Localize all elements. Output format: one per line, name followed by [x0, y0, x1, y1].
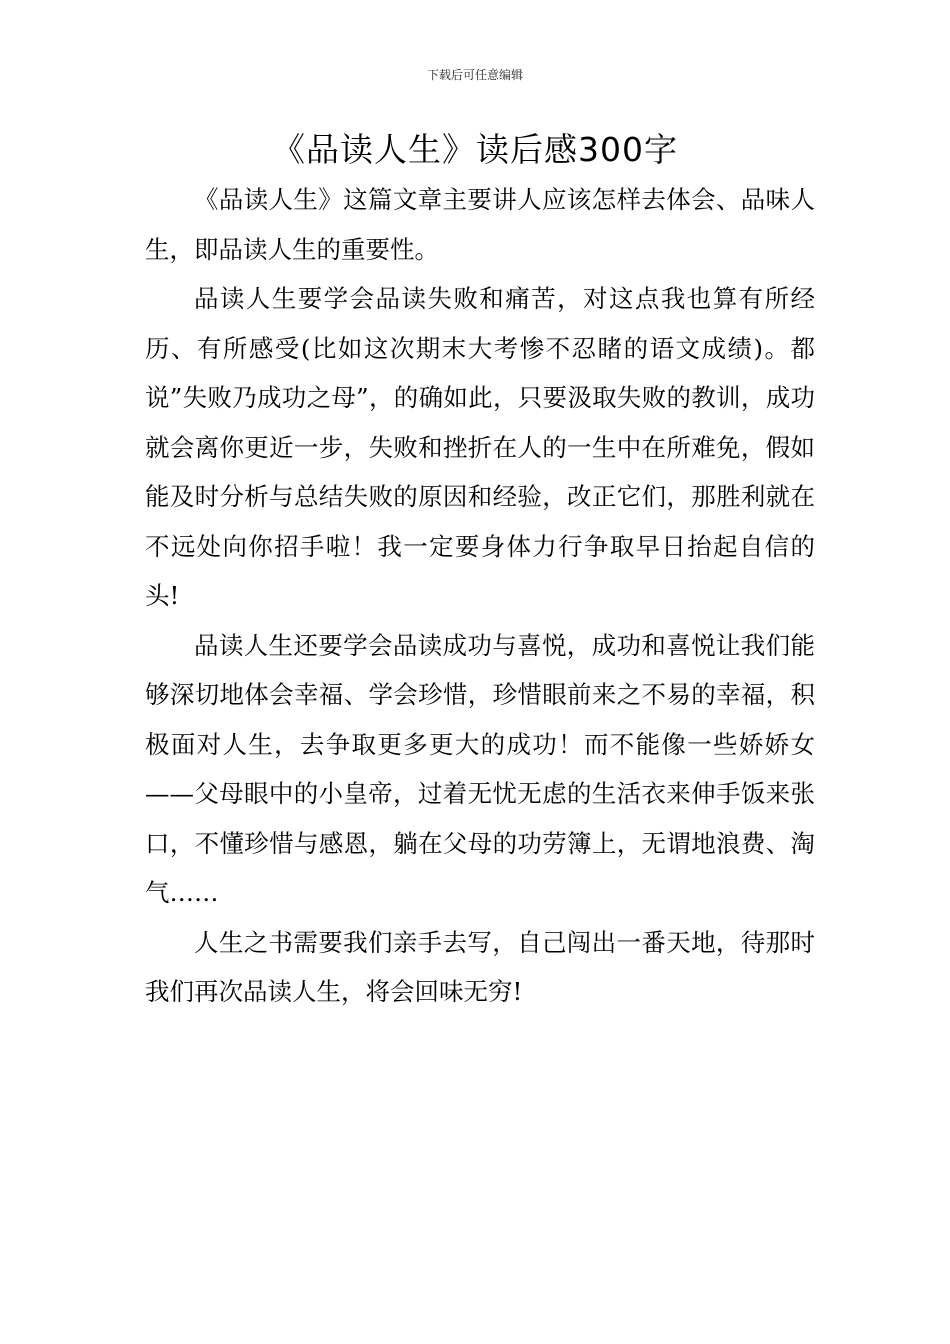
paragraph: 品读人生要学会品读失败和痛苦，对这点我也算有所经历、有所感受(比如这次期末大考惨不忍睹的语文成绩)。都说”失败乃成功之母”，的确如此，只要汲取失败的教训，成功就会离你更近一步，失败和挫折在人的一生中在所难免，假如能及时分析与总结失败的原因和经验，改正它们，那胜利就在不远处向你招手啦！我一定要身体力行争取早日抬起自信的头! [145, 284, 815, 610]
article-body [145, 175, 815, 1017]
paragraph: 人生之书需要我们亲手去写，自己闯出一番天地，待那时我们再次品读人生，将会回味无穷! [145, 927, 815, 1006]
page-title: 《品读人生》读后感300字 [272, 130, 678, 169]
header-note: 下载后可任意编辑 [426, 68, 523, 82]
paragraph: 品读人生还要学会品读成功与喜悦，成功和喜悦让我们能够深切地体会幸福、学会珍惜，珍惜眼前来之不易的幸福，积极面对人生，去争取更多更大的成功！而不能像一些娇娇女——父母眼中的小皇帝，过着无忧无虑的生活衣来伸手饭来张口，不懂珍惜与感恩，躺在父母的功劳簿上，无谓地浪费、淘气…… [145, 630, 815, 907]
paragraph: 《品读人生》这篇文章主要讲人应该怎样去体会、品味人生，即品读人生的重要性。 [145, 185, 815, 264]
